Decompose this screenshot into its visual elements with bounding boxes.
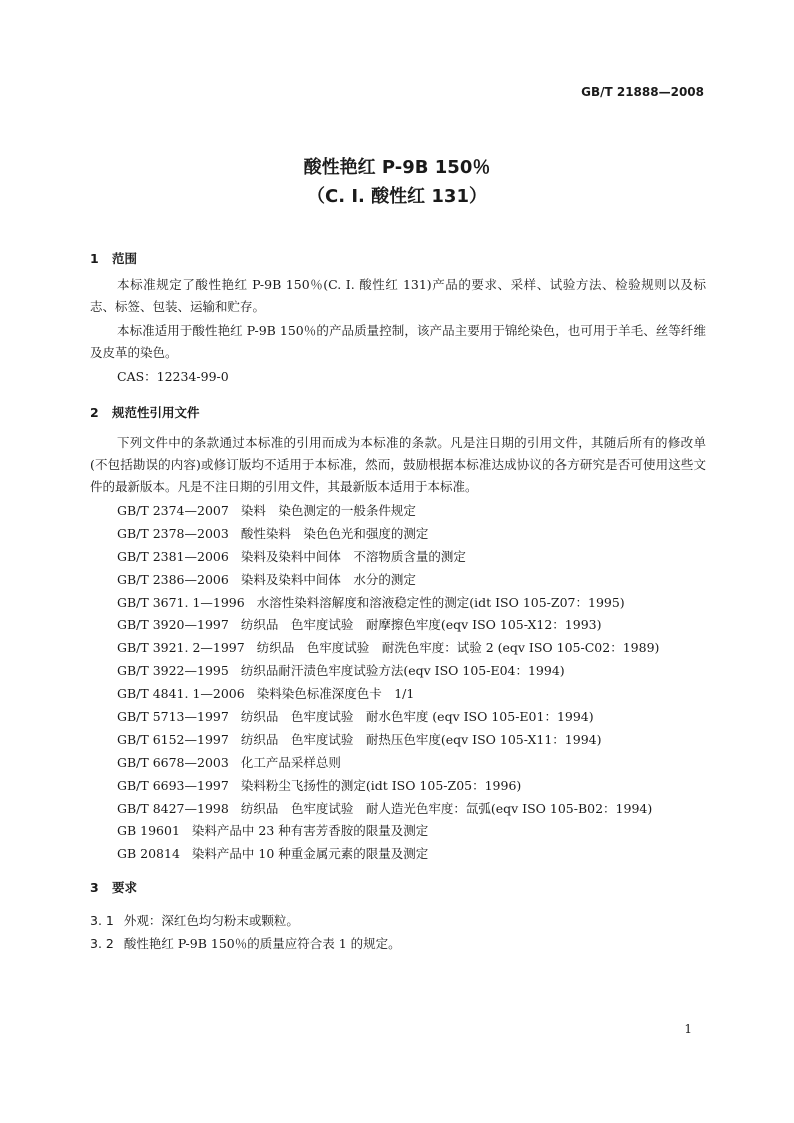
section-title: 要求 — [112, 880, 138, 895]
document-title: 酸性艳红 P-9B 150％ — [303, 157, 491, 178]
reference-title: 染料粉尘飞扬性的测定(idt ISO 105-Z05：1996) — [240, 777, 522, 793]
reference-title: 化工产品采样总则 — [240, 754, 341, 770]
section-3-heading — [90, 878, 137, 896]
section-title: 范围 — [112, 251, 138, 266]
list-item — [117, 614, 659, 637]
scope-paragraph-1: 本标准规定了酸性艳红 P-9B 150％(C. I. 酸性红 131)产品的要求、采样、试验方法、检验规则以及标志、标签、包装、运输和贮存。 — [90, 277, 706, 314]
reference-code: GB/T 6693—1997 — [117, 777, 229, 793]
list-item — [117, 569, 659, 592]
page-number: 1 — [684, 1022, 692, 1036]
reference-title: 染料产品中 23 种有害芳香胺的限量及测定 — [191, 823, 429, 839]
reference-title: 染料及染料中间体 水分的测定 — [240, 571, 416, 587]
section-2-heading — [90, 403, 200, 421]
reference-title: 纺织品 色牢度试验 耐人造光色牢度：氙弧(eqv ISO 105-B02：1994) — [240, 800, 653, 816]
reference-title: 纺织品耐汗渍色牢度试验方法(eqv ISO 105-E04：1994) — [240, 663, 565, 679]
reference-code: GB/T 2374—2007 — [117, 503, 229, 518]
reference-title: 酸性染料 染色色光和强度的测定 — [240, 525, 429, 541]
list-item — [117, 660, 659, 683]
clause-3-2 — [90, 934, 401, 952]
list-item — [117, 683, 659, 706]
list-item — [117, 729, 659, 752]
reference-code: GB/T 3920—1997 — [117, 617, 229, 633]
reference-code: GB/T 6152—1997 — [117, 731, 229, 747]
reference-title: 染料产品中 10 种重金属元素的限量及测定 — [191, 846, 429, 862]
list-item — [117, 775, 659, 798]
reference-title: 染料染色标准深度色卡 1/1 — [256, 686, 415, 702]
list-item — [117, 706, 659, 729]
document-subtitle: （C. I. 酸性红 131） — [307, 186, 487, 207]
reference-code: GB 20814 — [117, 846, 180, 862]
section-1-heading — [90, 249, 137, 267]
reference-code: GB/T 3921. 2—1997 — [117, 640, 245, 656]
references-intro: 下列文件中的条款通过本标准的引用而成为本标准的条款。凡是注日期的引用文件，其随后所有的修改单(不包括勘误的内容)或修订版均不适用于本标准，然而，鼓励根据本标准达成协议的各方研究是否可使用这些文件的最新版本。凡是不注日期的引用文件，其最新版本适用于本标准。 — [90, 435, 706, 494]
reference-code: GB/T 3922—1995 — [117, 663, 229, 679]
reference-code: GB/T 5713—1997 — [117, 709, 229, 725]
section-number: 3 — [90, 880, 99, 895]
list-item — [117, 546, 659, 569]
reference-code: GB/T 3671. 1—1996 — [117, 594, 245, 610]
list-item — [117, 752, 659, 775]
reference-title: 纺织品 色牢度试验 耐热压色牢度(eqv ISO 105-X11：1994) — [240, 731, 602, 747]
list-item — [117, 637, 659, 660]
standard-code: GB/T 21888—2008 — [581, 85, 704, 99]
clause-number: 3. 1 — [90, 913, 114, 928]
list-item — [117, 523, 659, 546]
reference-title: 水溶性染料溶解度和溶液稳定性的测定(idt ISO 105-Z07：1995) — [256, 594, 625, 610]
list-item — [117, 592, 659, 615]
reference-title: 染料及染料中间体 不溶物质含量的测定 — [240, 548, 466, 564]
cas-number: CAS：12234-99-0 — [117, 369, 229, 384]
clause-3-1 — [90, 911, 299, 929]
list-item — [117, 820, 659, 843]
section-title: 规范性引用文件 — [112, 405, 200, 420]
reference-code: GB/T 2381—2006 — [117, 548, 229, 564]
reference-title: 纺织品 色牢度试验 耐水色牢度 (eqv ISO 105-E01：1994) — [240, 709, 594, 725]
reference-title: 染料 染色测定的一般条件规定 — [240, 503, 416, 518]
clause-text: 外观：深红色均匀粉末或颗粒。 — [123, 913, 299, 928]
reference-code: GB/T 2386—2006 — [117, 571, 229, 587]
section-number: 2 — [90, 405, 99, 420]
section-number: 1 — [90, 251, 99, 266]
scope-paragraph-2: 本标准适用于酸性艳红 P-9B 150％的产品质量控制，该产品主要用于锦纶染色，也可用于羊毛、丝等纤维及皮革的染色。 — [90, 323, 706, 360]
reference-list — [117, 500, 659, 866]
reference-title: 纺织品 色牢度试验 耐洗色牢度：试验 2 (eqv ISO 105-C02：1989) — [256, 640, 660, 656]
reference-code: GB 19601 — [117, 823, 180, 839]
reference-code: GB/T 8427—1998 — [117, 800, 229, 816]
reference-code: GB/T 6678—2003 — [117, 754, 229, 770]
list-item — [117, 798, 659, 821]
clause-text: 酸性艳红 P-9B 150％的质量应符合表 1 的规定。 — [123, 936, 401, 951]
list-item — [117, 843, 659, 866]
reference-code: GB/T 4841. 1—2006 — [117, 686, 245, 702]
list-item — [117, 500, 659, 523]
clause-number: 3. 2 — [90, 936, 114, 951]
reference-title: 纺织品 色牢度试验 耐摩擦色牢度(eqv ISO 105-X12：1993) — [240, 617, 602, 633]
reference-code: GB/T 2378—2003 — [117, 525, 229, 541]
